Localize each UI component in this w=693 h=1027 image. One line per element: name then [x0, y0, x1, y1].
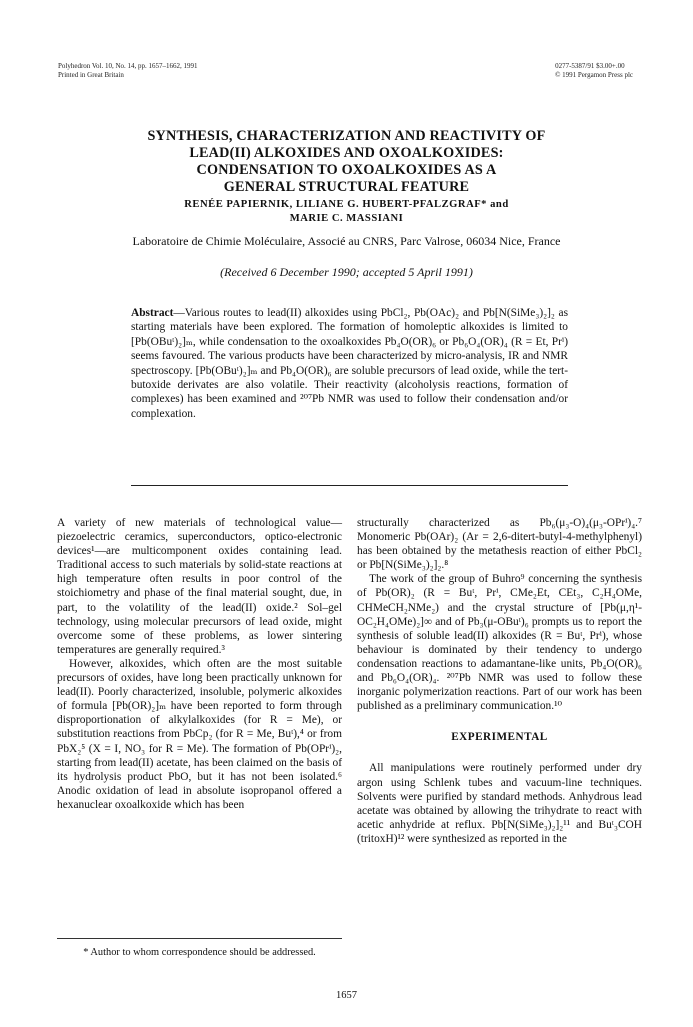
page-number: 1657 — [336, 990, 357, 1001]
title-line: CONDENSATION TO OXOALKOXIDES AS A — [196, 162, 497, 178]
printed-in-line: Printed in Great Britain — [58, 71, 124, 79]
author-list — [60, 198, 633, 226]
body-column-right — [357, 516, 642, 846]
body-paragraph: The work of the group of Buhro⁹ concerning the synthesis of Pb(OR)₂ (R = Buᵗ, Prⁱ, CMe₂Et, CEt₃, C₂H₄OMe, CHMeCH₂NMe₂) and the crystal structure of [Pb(μ,η¹-OC₂H₄OMe)₂]∞ and of Pb₃(μ-OBuᵗ)₆ prompts us to report the synthesis of soluble lead(II) alkoxides (R = Buᵗ, Prⁱ), whose behaviour is dominated by their tendency to undergo condensation reactions to adamantane-like units, Pb₄O(OR)₆ and Pb₆O₄(OR)₄. ²⁰⁷Pb NMR was used to follow these inorganic polymerization reactions. Part of our work has been published as a preliminary communication.¹⁰ — [357, 573, 642, 713]
body-paragraph: structurally characterized as Pb₆(μ₃-O)₄(μ₃-OPrⁱ)₄.⁷ Monomeric Pb(OAr)₂ (Ar = 2,6-ditert-butyl-4-methylphenyl) has been obtained by the metathesis reaction of either PbCl₂ or Pb[N(SiMe₃)₂]₂.⁸ — [357, 517, 642, 572]
received-dates: (Received 6 December 1990; accepted 5 April 1991) — [220, 265, 473, 279]
body-paragraph: However, alkoxides, which often are the most suitable precursors of oxides, have long been practically unknown for lead(II). Poorly characterized, insoluble, polymeric alkoxides of formula [Pb(OR)₂]ₘ have been reported to form through disproportionation of alkylalkoxides (for R = Me), or substitution reactions from PbCp₂ (for R = Me, Buᵗ),⁴ or from PbX₂⁵ (X = I, NO₃ for R = Me). The formation of Pb(OPrⁱ)₂, starting from lead(II) acetate, has been claimed on the basis of its hydrolysis product PbO, but it has not been isolated.⁶ Anodic oxidation of lead in absolute isopropanol offered a hexanuclear oxoalkoxide which has been — [57, 657, 342, 811]
title-line: GENERAL STRUCTURAL FEATURE — [223, 179, 470, 195]
author-line: MARIE C. MASSIANI — [289, 213, 404, 224]
abstract — [131, 306, 568, 421]
body-paragraph: A variety of new materials of technological value—piezoelectric ceramics, superconductors, optico-electronic devices¹—are multicomponent oxides containing lead. Traditional access to such materials by solid-state reactions at high temperature often results in poor control of the stoichiometry and phase of the final material sought, due, in part, to the volatility of the lead(II) oxide.² Sol–gel technology, using molecular precursors of lead oxide, might overcome some of these problems, as lower sintering temperatures are generally required.³ — [57, 517, 342, 656]
journal-citation-line: Polyhedron Vol. 10, No. 14, pp. 1657–1662, 1991 — [58, 62, 198, 70]
journal-citation — [58, 62, 198, 80]
abstract-text: —Various routes to lead(II) alkoxides using PbCl₂, Pb(OAc)₂ and Pb[N(SiMe₃)₂]₂ as starting materials have been explored. The formation of homoleptic alkoxides is limited to [Pb(OBuᵗ)₂]ₘ, while condensation to the oxoalkoxides Pb₄O(OR)₆ or Pb₆O₄(OR)₄ (R = Et, Prⁱ) seems favoured. The various products have been characterized by micro-analysis, IR and NMR spectroscopy. [Pb(OBuᵗ)₂]ₘ and Pb₄O(OR)₆ are soluble precursors of lead oxide, while the tert-butoxide derivates are also volatile. Their reactivity (alcoholysis reactions, formation of complexes) has been examined and ²⁰⁷Pb NMR was used to follow their condensation and/or complexation. — [131, 307, 568, 420]
author-line: RENÉE PAPIERNIK, LILIANE G. HUBERT-PFALZGRAF* and — [184, 199, 509, 210]
abstract-label: Abstract — [131, 307, 174, 319]
footnote: * Author to whom correspondence should be addressed. — [83, 947, 316, 958]
title-line: LEAD(II) ALKOXIDES AND OXOALKOXIDES: — [189, 145, 504, 161]
abstract-divider — [131, 485, 568, 486]
title-line: SYNTHESIS, CHARACTERIZATION AND REACTIVITY OF — [147, 128, 546, 144]
body-column-left — [57, 516, 342, 812]
copyright-block — [555, 62, 633, 80]
affiliation: Laboratoire de Chimie Moléculaire, Associé au CNRS, Parc Valrose, 06034 Nice, France — [132, 234, 561, 248]
issn-price-line: 0277-5387/91 $3.00+.00 — [555, 62, 625, 70]
paper-title — [60, 128, 633, 196]
copyright-line: © 1991 Pergamon Press plc — [555, 71, 633, 79]
footnote-divider — [57, 938, 342, 939]
section-heading: EXPERIMENTAL — [451, 731, 548, 744]
body-paragraph: All manipulations were routinely performed under dry argon using Schlenk tubes and vacuum-line techniques. Solvents were purified by standard methods. Anhydrous lead acetate was obtained by allowing the trihydrate to react with acetic anhydride at reflux. Pb[N(SiMe₃)₂]₂¹¹ and Buᵗ₃COH (tritoxH)¹² were synthesized as reported in the — [357, 762, 642, 845]
